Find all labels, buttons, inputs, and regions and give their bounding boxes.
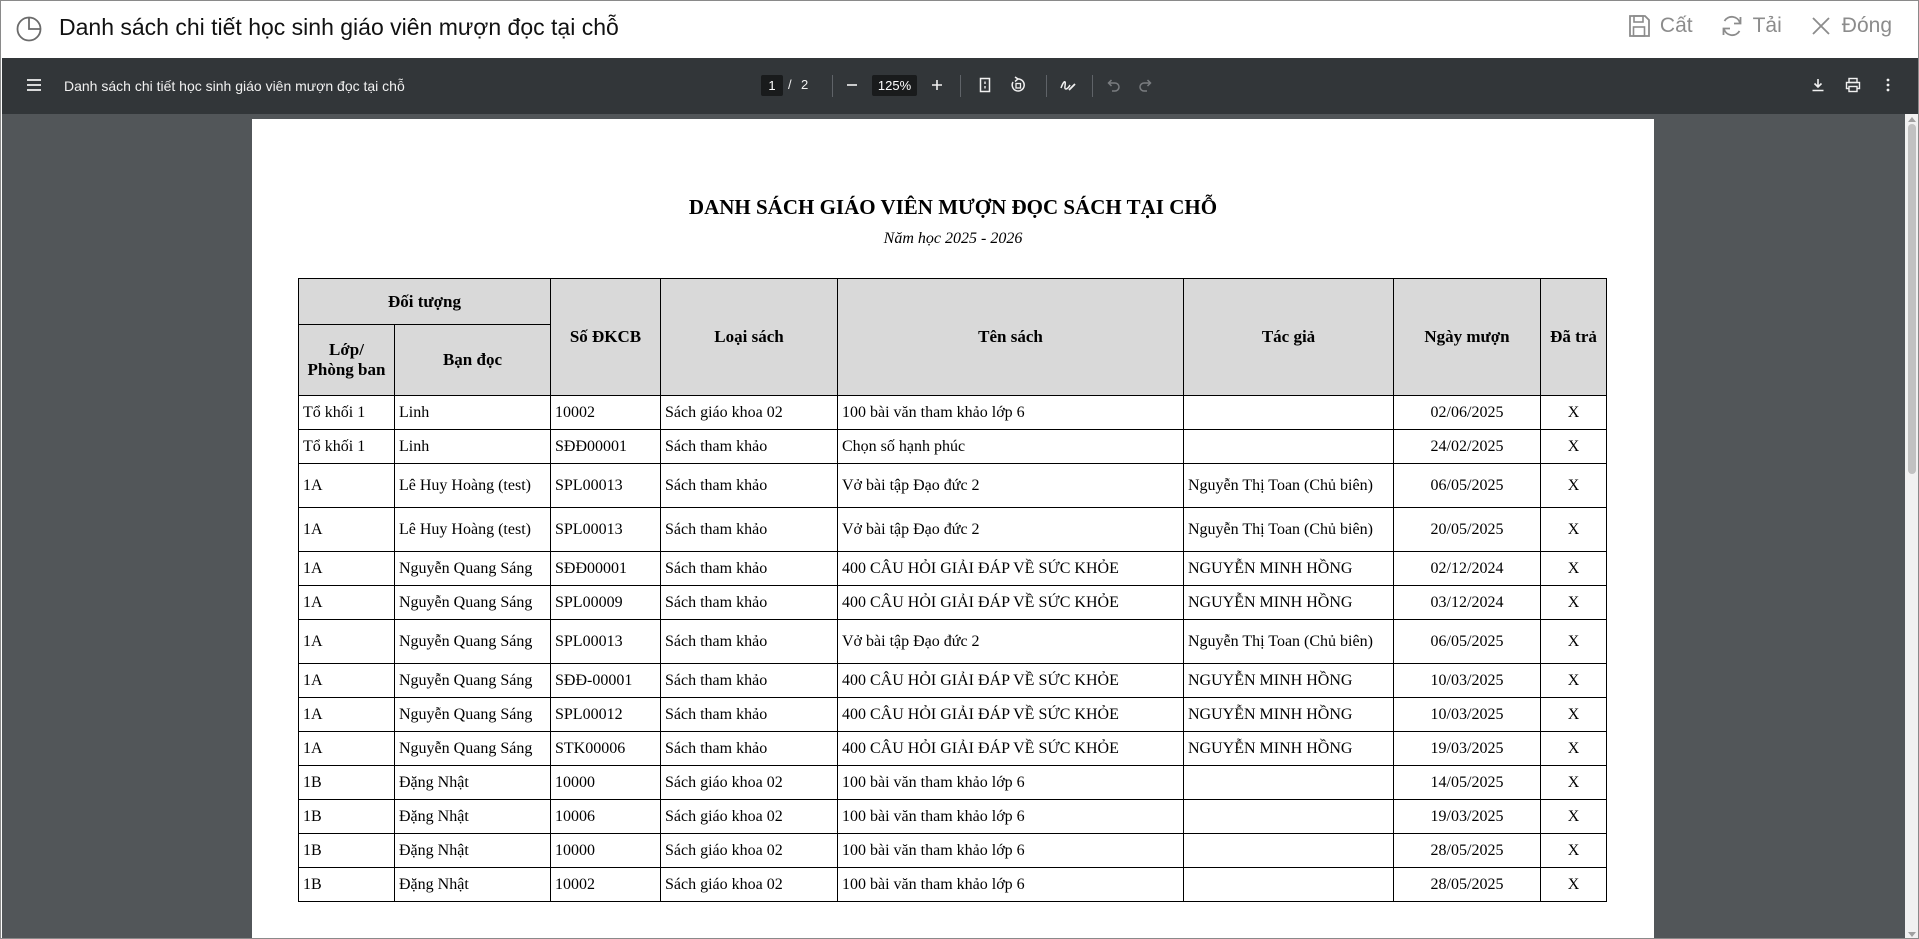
cell-book: Vở bài tập Đạo đức 2 — [838, 464, 1184, 508]
cell-code: SPL00013 — [551, 508, 661, 552]
cell-reader: Nguyễn Quang Sáng — [395, 620, 551, 664]
cell-book: 400 CÂU HỎI GIẢI ĐÁP VỀ SỨC KHỎE — [838, 698, 1184, 732]
header-class: Lớp/ Phòng ban — [299, 325, 395, 396]
print-button[interactable] — [1842, 74, 1864, 96]
cell-code: SĐĐ00001 — [551, 430, 661, 464]
cell-reader: Đặng Nhật — [395, 800, 551, 834]
table-row — [299, 464, 1607, 508]
cell-date: 24/02/2025 — [1394, 430, 1541, 464]
pdf-toolbar — [2, 58, 1919, 114]
toolbar-divider — [1046, 75, 1047, 97]
cell-type: Sách tham khảo — [661, 664, 838, 698]
cell-date: 19/03/2025 — [1394, 800, 1541, 834]
cell-type: Sách tham khảo — [661, 508, 838, 552]
cell-author: Nguyễn Thị Toan (Chủ biên) — [1184, 620, 1394, 664]
cell-date: 28/05/2025 — [1394, 834, 1541, 868]
cell-code: SĐĐ-00001 — [551, 664, 661, 698]
table-row — [299, 586, 1607, 620]
cell-returned: X — [1541, 586, 1607, 620]
scroll-up-arrow[interactable] — [1908, 117, 1916, 122]
cell-type: Sách tham khảo — [661, 732, 838, 766]
save-icon — [1626, 13, 1652, 39]
cell-class: 1A — [299, 552, 395, 586]
close-button[interactable] — [1808, 13, 1892, 39]
cell-author: NGUYỄN MINH HỒNG — [1184, 552, 1394, 586]
cell-code: STK00006 — [551, 732, 661, 766]
cell-code: 10000 — [551, 834, 661, 868]
table-row — [299, 430, 1607, 464]
cell-reader: Nguyễn Quang Sáng — [395, 698, 551, 732]
cell-reader: Đặng Nhật — [395, 868, 551, 902]
close-button-label: Đóng — [1841, 14, 1892, 37]
cell-reader: Lê Huy Hoàng (test) — [395, 464, 551, 508]
cell-returned: X — [1541, 766, 1607, 800]
cell-class: 1A — [299, 508, 395, 552]
cell-author — [1184, 800, 1394, 834]
cell-book: 400 CÂU HỎI GIẢI ĐÁP VỀ SỨC KHỎE — [838, 586, 1184, 620]
reload-button[interactable] — [1719, 13, 1782, 39]
reload-button-label: Tải — [1752, 14, 1782, 37]
table-row — [299, 698, 1607, 732]
undo-button[interactable] — [1102, 74, 1124, 96]
cell-date: 03/12/2024 — [1394, 586, 1541, 620]
header-author: Tác giả — [1184, 279, 1394, 396]
fit-page-icon — [976, 76, 994, 94]
table-row — [299, 766, 1607, 800]
report-table — [298, 278, 1607, 902]
report-title: DANH SÁCH GIÁO VIÊN MƯỢN ĐỌC SÁCH TẠI CHỖ — [688, 195, 1218, 219]
cell-book: 100 bài văn tham khảo lớp 6 — [838, 834, 1184, 868]
cell-returned: X — [1541, 800, 1607, 834]
cell-author — [1184, 430, 1394, 464]
cell-reader: Nguyễn Quang Sáng — [395, 664, 551, 698]
cell-code: SĐĐ00001 — [551, 552, 661, 586]
zoom-in-button[interactable] — [926, 74, 948, 96]
table-row — [299, 664, 1607, 698]
page-total: 2 — [801, 77, 809, 92]
table-row — [299, 552, 1607, 586]
cell-date: 20/05/2025 — [1394, 508, 1541, 552]
cell-type: Sách tham khảo — [661, 430, 838, 464]
more-options-button[interactable] — [1877, 74, 1899, 96]
cell-book: 100 bài văn tham khảo lớp 6 — [838, 766, 1184, 800]
cell-type: Sách tham khảo — [661, 586, 838, 620]
download-button[interactable] — [1807, 74, 1829, 96]
header-code: Số ĐKCB — [551, 279, 661, 396]
cell-returned: X — [1541, 508, 1607, 552]
cell-class: Tổ khối 1 — [299, 430, 395, 464]
cell-class: 1B — [299, 834, 395, 868]
cell-date: 06/05/2025 — [1394, 464, 1541, 508]
cell-author: NGUYỄN MINH HỒNG — [1184, 586, 1394, 620]
cell-type: Sách giáo khoa 02 — [661, 766, 838, 800]
cell-book: 100 bài văn tham khảo lớp 6 — [838, 396, 1184, 430]
cell-returned: X — [1541, 732, 1607, 766]
report-header — [252, 195, 1654, 248]
zoom-input[interactable]: 125% — [872, 75, 917, 96]
report-table-body — [299, 396, 1607, 902]
cell-author — [1184, 766, 1394, 800]
cell-reader: Lê Huy Hoàng (test) — [395, 508, 551, 552]
header-date: Ngày mượn — [1394, 279, 1541, 396]
cell-book: 400 CÂU HỎI GIẢI ĐÁP VỀ SỨC KHỎE — [838, 664, 1184, 698]
pdf-viewer-area[interactable] — [2, 114, 1919, 939]
cell-type: Sách giáo khoa 02 — [661, 834, 838, 868]
cell-returned: X — [1541, 620, 1607, 664]
cell-code: 10006 — [551, 800, 661, 834]
header-type: Loại sách — [661, 279, 838, 396]
cell-book: Chọn số hạnh phúc — [838, 430, 1184, 464]
draw-icon — [1059, 76, 1077, 94]
cell-author: Nguyễn Thị Toan (Chủ biên) — [1184, 464, 1394, 508]
zoom-out-button[interactable] — [841, 74, 863, 96]
table-row — [299, 800, 1607, 834]
header-book: Tên sách — [838, 279, 1184, 396]
cell-type: Sách tham khảo — [661, 698, 838, 732]
dialog-actions — [1626, 13, 1892, 39]
cell-date: 02/12/2024 — [1394, 552, 1541, 586]
minus-icon — [843, 76, 861, 94]
viewer-scrollbar[interactable] — [1905, 114, 1919, 939]
cell-reader: Đặng Nhật — [395, 766, 551, 800]
cell-code: SPL00013 — [551, 620, 661, 664]
pdf-doc-title: Danh sách chi tiết học sinh giáo viên mượn đọc tại chỗ — [64, 78, 405, 94]
cell-class: 1A — [299, 464, 395, 508]
dialog-title-bar — [1, 1, 1918, 58]
menu-icon[interactable] — [24, 75, 44, 95]
scroll-thumb[interactable] — [1908, 124, 1916, 474]
cell-type: Sách giáo khoa 02 — [661, 396, 838, 430]
cell-type: Sách giáo khoa 02 — [661, 868, 838, 902]
redo-icon — [1137, 76, 1155, 94]
cell-class: Tổ khối 1 — [299, 396, 395, 430]
cell-date: 28/05/2025 — [1394, 868, 1541, 902]
cell-returned: X — [1541, 664, 1607, 698]
cell-author — [1184, 834, 1394, 868]
table-row — [299, 834, 1607, 868]
cell-type: Sách tham khảo — [661, 620, 838, 664]
cell-author: NGUYỄN MINH HỒNG — [1184, 698, 1394, 732]
cell-code: SPL00012 — [551, 698, 661, 732]
plus-icon — [928, 76, 946, 94]
cell-class: 1A — [299, 732, 395, 766]
cell-class: 1A — [299, 620, 395, 664]
cell-date: 10/03/2025 — [1394, 698, 1541, 732]
cell-book: 400 CÂU HỎI GIẢI ĐÁP VỀ SỨC KHỎE — [838, 732, 1184, 766]
cell-class: 1A — [299, 664, 395, 698]
cell-book: 400 CÂU HỎI GIẢI ĐÁP VỀ SỨC KHỎE — [838, 552, 1184, 586]
cell-returned: X — [1541, 552, 1607, 586]
table-row — [299, 620, 1607, 664]
cell-returned: X — [1541, 464, 1607, 508]
rotate-icon — [1009, 76, 1027, 94]
close-icon — [1808, 13, 1834, 39]
header-group: Đối tượng — [299, 279, 551, 325]
cell-book: 100 bài văn tham khảo lớp 6 — [838, 800, 1184, 834]
cell-type: Sách giáo khoa 02 — [661, 800, 838, 834]
page-separator: / — [788, 77, 792, 92]
cell-code: SPL00013 — [551, 464, 661, 508]
table-row — [299, 396, 1607, 430]
pdf-page — [252, 119, 1654, 939]
cell-author: NGUYỄN MINH HỒNG — [1184, 664, 1394, 698]
cell-code: 10002 — [551, 868, 661, 902]
cell-reader: Linh — [395, 430, 551, 464]
cell-class: 1A — [299, 698, 395, 732]
refresh-icon — [1719, 13, 1745, 39]
cell-returned: X — [1541, 698, 1607, 732]
cell-reader: Linh — [395, 396, 551, 430]
undo-icon — [1104, 76, 1122, 94]
download-icon — [1809, 76, 1827, 94]
save-button-label: Cất — [1659, 14, 1693, 37]
cell-reader: Đặng Nhật — [395, 834, 551, 868]
cell-date: 19/03/2025 — [1394, 732, 1541, 766]
cell-class: 1B — [299, 800, 395, 834]
cell-book: 100 bài văn tham khảo lớp 6 — [838, 868, 1184, 902]
cell-class: 1B — [299, 766, 395, 800]
cell-returned: X — [1541, 396, 1607, 430]
cell-returned: X — [1541, 430, 1607, 464]
report-subtitle: Năm học 2025 - 2026 — [883, 230, 1023, 247]
cell-author: Nguyễn Thị Toan (Chủ biên) — [1184, 508, 1394, 552]
cell-code: 10000 — [551, 766, 661, 800]
toolbar-divider — [960, 75, 961, 97]
cell-book: Vở bài tập Đạo đức 2 — [838, 508, 1184, 552]
cell-code: SPL00009 — [551, 586, 661, 620]
cell-reader: Nguyễn Quang Sáng — [395, 732, 551, 766]
cell-returned: X — [1541, 868, 1607, 902]
fit-page-button[interactable] — [974, 74, 996, 96]
cell-code: 10002 — [551, 396, 661, 430]
cell-type: Sách tham khảo — [661, 552, 838, 586]
header-reader: Bạn đọc — [395, 325, 551, 396]
cell-type: Sách tham khảo — [661, 464, 838, 508]
cell-reader: Nguyễn Quang Sáng — [395, 586, 551, 620]
rotate-button[interactable] — [1007, 74, 1029, 96]
annotate-button[interactable] — [1057, 74, 1079, 96]
cell-date: 14/05/2025 — [1394, 766, 1541, 800]
scroll-down-arrow[interactable] — [1908, 932, 1916, 937]
more-vert-icon — [1879, 76, 1897, 94]
table-row — [299, 508, 1607, 552]
pie-chart-icon — [15, 15, 43, 43]
cell-class: 1B — [299, 868, 395, 902]
page-number-input[interactable]: 1 — [761, 75, 783, 96]
cell-author — [1184, 396, 1394, 430]
redo-button[interactable] — [1135, 74, 1157, 96]
toolbar-divider — [1092, 75, 1093, 97]
save-button[interactable] — [1626, 13, 1693, 39]
dialog-title: Danh sách chi tiết học sinh giáo viên mượn đọc tại chỗ — [59, 14, 619, 40]
toolbar-divider — [832, 75, 833, 97]
cell-author: NGUYỄN MINH HỒNG — [1184, 732, 1394, 766]
cell-date: 02/06/2025 — [1394, 396, 1541, 430]
header-returned: Đã trả — [1541, 279, 1607, 396]
cell-reader: Nguyễn Quang Sáng — [395, 552, 551, 586]
cell-date: 06/05/2025 — [1394, 620, 1541, 664]
print-icon — [1844, 76, 1862, 94]
cell-book: Vở bài tập Đạo đức 2 — [838, 620, 1184, 664]
cell-class: 1A — [299, 586, 395, 620]
table-row — [299, 868, 1607, 902]
cell-author — [1184, 868, 1394, 902]
table-row — [299, 732, 1607, 766]
cell-date: 10/03/2025 — [1394, 664, 1541, 698]
cell-returned: X — [1541, 834, 1607, 868]
